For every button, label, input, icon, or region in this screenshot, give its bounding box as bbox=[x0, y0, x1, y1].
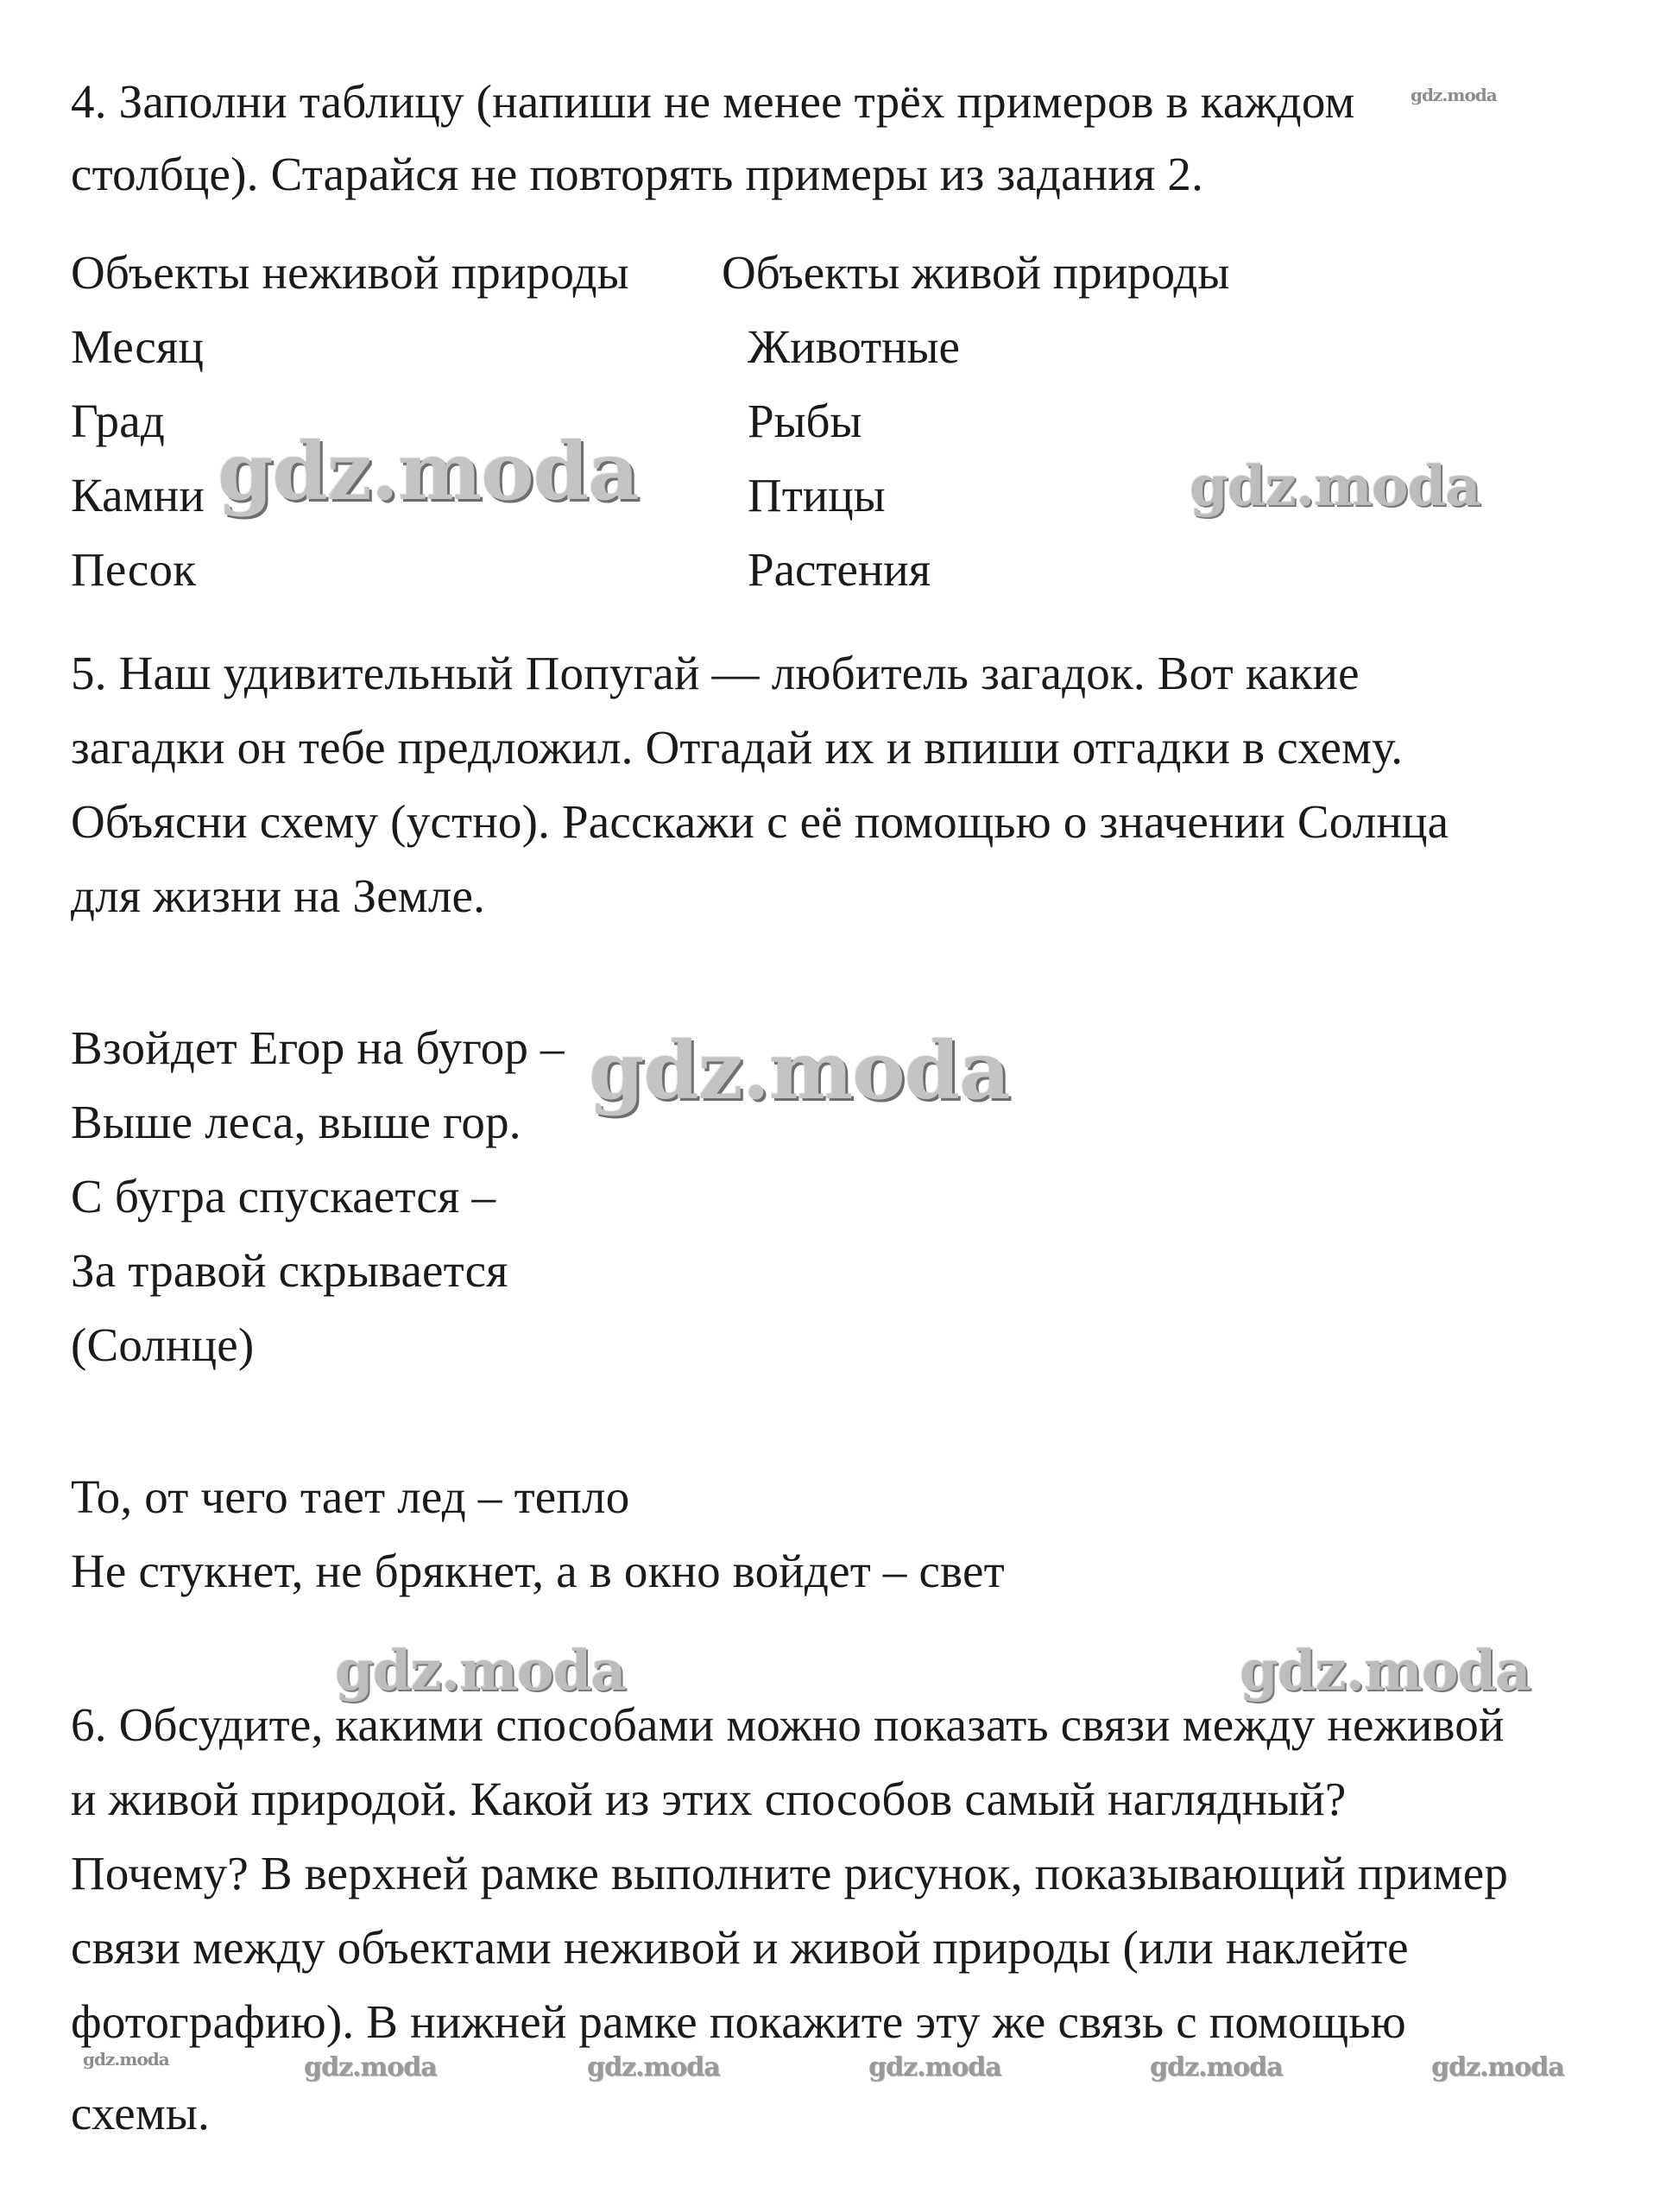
riddle2-line: То, от чего тает лед – тепло bbox=[71, 1470, 630, 1523]
nonliving-item: Месяц bbox=[71, 320, 205, 373]
nonliving-item: Камни bbox=[71, 469, 205, 521]
watermark: gdz.moda bbox=[1431, 2052, 1564, 2082]
riddle2-line: Не стукнет, не брякнет, а в окно войдет – свет bbox=[71, 1545, 1005, 1597]
riddle1-answer: (Солнце) bbox=[71, 1318, 255, 1371]
task4-line2: столбце). Старайся не повторять примеры из задания 2. bbox=[71, 148, 1204, 200]
nonliving-item: Град bbox=[71, 395, 166, 447]
task6-line: связи между объектами неживой и живой природы (или наклейте bbox=[71, 1921, 1409, 1974]
watermark: gdz.moda bbox=[304, 2052, 437, 2082]
riddle1-line: Взойдет Егор на бугор – bbox=[71, 1021, 565, 1074]
watermark: gdz.moda bbox=[868, 2052, 1001, 2082]
watermark: gdz.moda bbox=[335, 1639, 626, 1703]
living-item: Рыбы bbox=[748, 395, 862, 447]
riddle1-line: За травой скрывается bbox=[71, 1244, 508, 1297]
task4-line1: 4. Заполни таблицу (напиши не менее трёх примеров в каждом bbox=[71, 75, 1355, 128]
living-item: Растения bbox=[748, 543, 931, 596]
watermark: gdz.moda bbox=[1411, 85, 1497, 105]
task6-line: и живой природой. Какой из этих способов самый наглядный? bbox=[71, 1773, 1347, 1825]
table-header-nonliving: Объекты неживой природы bbox=[71, 246, 629, 299]
task5-line: для жизни на Земле. bbox=[71, 869, 486, 922]
task6-line: фотографию). В нижней рамке покажите эту же связь с помощью bbox=[71, 1995, 1406, 2048]
task6-line: схемы. bbox=[71, 2087, 210, 2139]
watermark: gdz.moda bbox=[1190, 454, 1480, 519]
nonliving-item: Песок bbox=[71, 543, 197, 596]
riddle1-line: С бугра спускается – bbox=[71, 1170, 496, 1223]
living-item: Птицы bbox=[748, 469, 886, 521]
riddle1-line: Выше леса, выше гор. bbox=[71, 1096, 521, 1148]
task5-line: 5. Наш удивительный Попугай — любитель загадок. Вот какие bbox=[71, 647, 1360, 699]
watermark: gdz.moda bbox=[218, 425, 639, 518]
task5-line: загадки он тебе предложил. Отгадай их и впиши отгадки в схему. bbox=[71, 721, 1404, 774]
watermark: gdz.moda bbox=[1240, 1639, 1531, 1703]
task6-line: 6. Обсудите, какими способами можно показать связи между неживой bbox=[71, 1698, 1505, 1751]
watermark: gdz.moda bbox=[589, 1024, 1010, 1117]
task5-line: Объясни схему (устно). Расскажи с её помощью о значении Солнца bbox=[71, 795, 1449, 848]
living-item: Животные bbox=[748, 320, 960, 373]
table-header-living: Объекты живой природы bbox=[722, 246, 1230, 299]
watermark: gdz.moda bbox=[587, 2052, 720, 2082]
watermark: gdz.moda bbox=[83, 2049, 169, 2070]
task6-line: Почему? В верхней рамке выполните рисунок, показывающий пример bbox=[71, 1847, 1509, 1899]
watermark: gdz.moda bbox=[1150, 2052, 1283, 2082]
